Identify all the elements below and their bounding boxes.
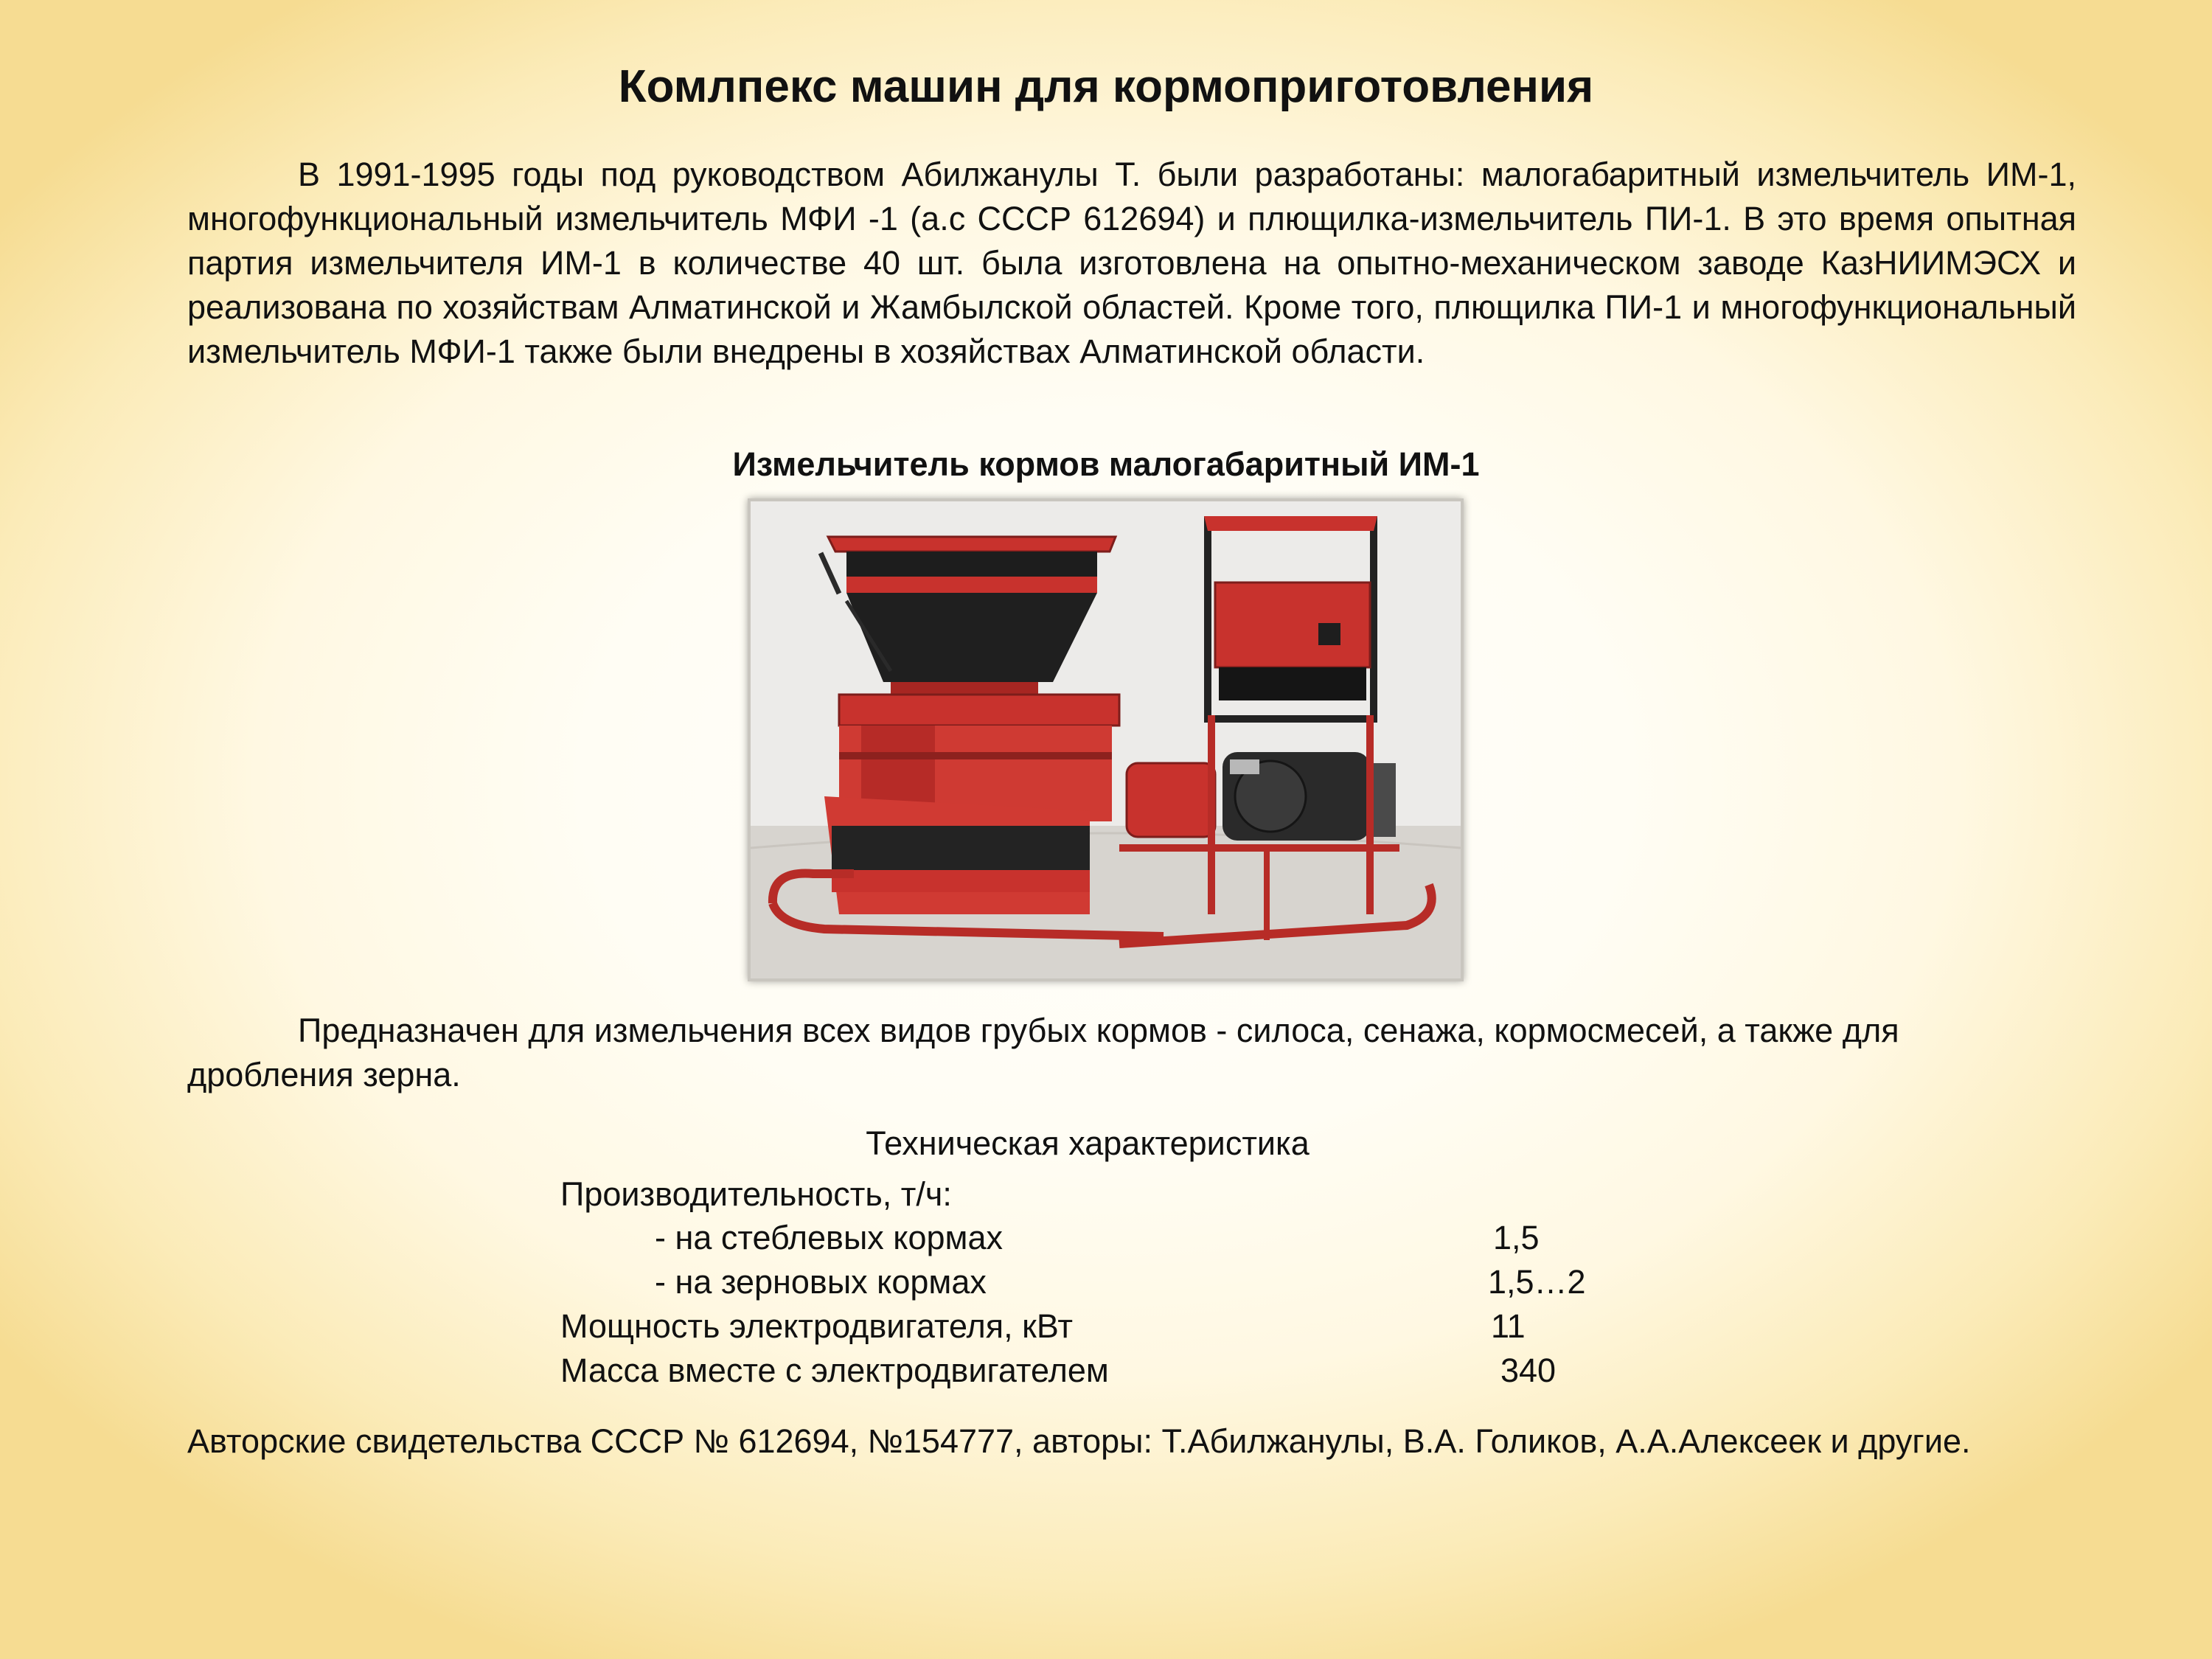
specs-title: Техническая характеристика [866,1124,1310,1162]
machine-photo [748,498,1464,981]
spec-label-grain-feed: - на зерновых кормах [655,1263,987,1301]
spec-productivity-label: Производительность, т/ч: [560,1175,952,1213]
spec-label-stem-feed: - на стеблевых кормах [655,1219,1003,1256]
spec-label-motor-power: Мощность электродвигателя, кВт [560,1307,1073,1345]
purpose-paragraph: Предназначен для измельчения всех видов грубых кормов - силоса, сенажа, кормосмесей, а также для дробления зерна. [187,1012,1899,1093]
photo-caption: Измельчитель кормов малогабаритный ИМ-1 [732,445,1480,483]
spec-value-stem-feed: 1,5 [1493,1219,1540,1256]
page-title: Комлпекс машин для кормоприготовления [618,61,1594,112]
spec-value-mass: 340 [1500,1352,1557,1389]
spec-value-grain-feed: 1,5…2 [1488,1263,1586,1301]
spec-label-mass: Масса вместе с электродвигателем [560,1352,1109,1389]
intro-paragraph: В 1991-1995 годы под руководством Абилжанулы Т. были разработаны: малогабаритный измельчитель ИМ-1, многофункциональный измельчитель МФИ -1 (а.с СССР 612694) и плющилка-измельчитель ПИ-1. В это время опытная партия измельчителя ИМ-1 в количестве 40 шт. была изготовлена на опытно-механическом заводе КазНИИМЭСХ и реализована по хозяйствам Алматинской и Жамбылской областей. Кроме того, плющилка ПИ-1 и многофункциональный измельчитель МФИ-1 также были внедрены в хозяйствах Алматинской области. [187,156,2076,370]
spec-value-motor-power: 11 [1491,1307,1526,1345]
authors-paragraph: Авторские свидетельства СССР № 612694, №154777, авторы: Т.Абилжанулы, В.А. Голиков, А.А.Алексеек и другие. [187,1422,1971,1460]
